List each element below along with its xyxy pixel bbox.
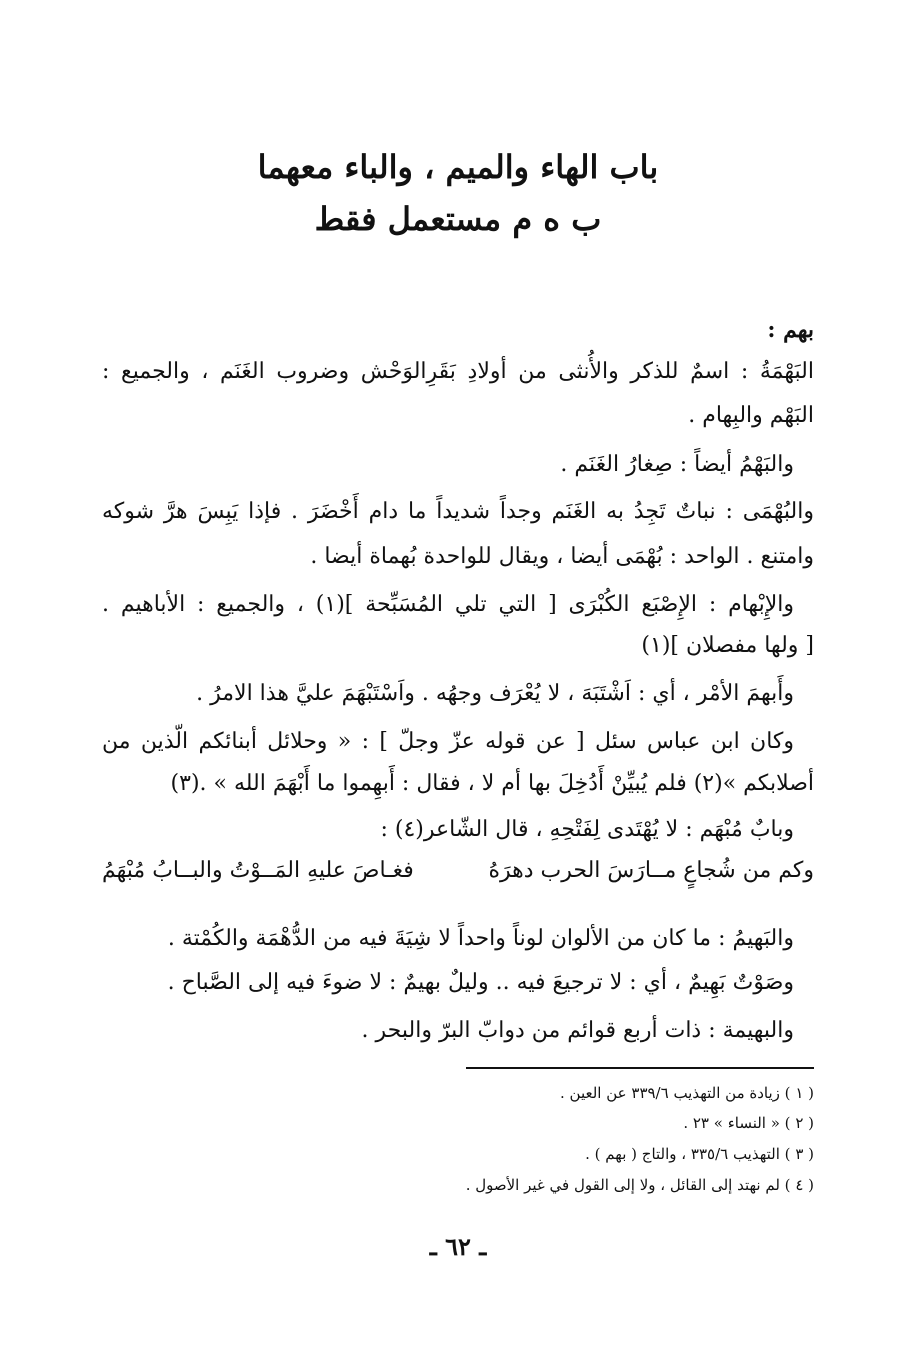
text-line: وكان ابن عباس سئل [ عن قوله عزّ وجلّ ] : « وحلائل أبنائكم الّذين من (102, 729, 794, 754)
text-line: أصلابكم »(٢) فلم يُبيِّنْ أَدُخِلَ بها أم لا ، فقال : أَبهِموا ما أَبْهَمَ الله » .(٣) (170, 771, 814, 796)
text-line: [ ولها مفصلان ](١) (641, 633, 814, 658)
text-line: والبُهْمَى : نباتٌ تَجِدُ به الغَنَم وجداً شديداً ما دام أَخْضَرَ . فإذا يَبِسَ هرَّ شوكه (102, 499, 814, 524)
text-line: والبَهيمُ : ما كان من الألوان لوناً واحداً لا شِيَةَ فيه من الدُّهْمَة والكُمْتة . (167, 926, 794, 951)
entry-label: بهم : (767, 317, 814, 343)
chapter-title: باب الهاء والميم ، والباء معهما (257, 148, 659, 186)
text-line: وبابٌ مُبْهَم : لا يُهْتَدى لِفَتْحِهِ ، قال الشّاعر(٤) : (380, 817, 794, 842)
poetry-verse (102, 858, 814, 892)
footnote: ( ٢ ) « النساء » ٢٣ . (683, 1114, 814, 1132)
text-line: وأَبهمَ الأمْر ، أي : اَشْتَبَهَ ، لا يُعْرَف وجهُه . واَسْتَبْهَمَ عليَّ هذا الامرُ . (196, 681, 794, 706)
text-line: البَهْمَةُ : اسمٌ للذكر والأُنثى من أولادِ بَقَرِالوَحْش وضروب الغَنَم ، والجميع : (102, 359, 814, 384)
text-line: والإِبْهام : الإِصْبَع الكُبْرَى [ التي تلي المُسَبِّحة ](١) ، والجميع : الأباهيم . (102, 592, 794, 617)
verse-first-hemistich: وكم من شُجاعٍ مــارَسَ الحرب دهرَهُ (488, 858, 814, 883)
footnote-divider (466, 1067, 814, 1069)
text-line: البَهْم والبِهام . (688, 403, 814, 428)
text-line: وامتنع . الواحد : بُهْمَى أيضا ، ويقال للواحدة بُهماة أيضا . (310, 544, 814, 569)
page-number: ـ ٦٢ ـ (429, 1232, 487, 1261)
footnote: ( ٣ ) التهذيب ٣٣٥/٦ ، والتاج ( بهم ) . (585, 1145, 814, 1163)
text-line: وصَوْتٌ بَهِيمٌ ، أي : لا ترجيعَ فيه .. وليلٌ بهيمٌ : لا ضوءَ فيه إلى الصَّباح . (167, 970, 794, 995)
footnote: ( ١ ) زيادة من التهذيب ٣٣٩/٦ عن العين . (560, 1084, 814, 1102)
footnote: ( ٤ ) لم نهتد إلى القائل ، ولا إلى القول في غير الأصول . (465, 1176, 814, 1194)
text-line: والبَهْمُ أيضاً : صِغارُ الغَنَم . (560, 452, 794, 477)
verse-second-hemistich: فغـاصَ عليهِ المَــوْتُ والبــابُ مُبْهَمُ (102, 858, 414, 883)
chapter-subtitle: ب ه م مستعمل فقط (314, 200, 602, 238)
text-line: والبهيمة : ذات أربع قوائم من دوابّ البرّ والبحر . (361, 1018, 794, 1043)
